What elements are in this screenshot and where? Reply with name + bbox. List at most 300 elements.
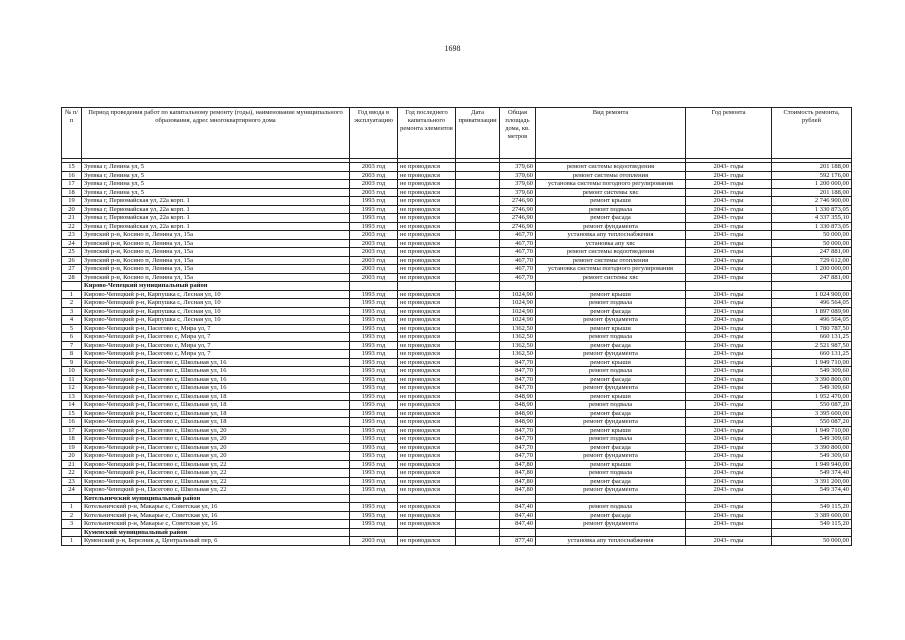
cell-last-repair: не проводился <box>398 384 456 393</box>
cell-work-type: ремонт фасада <box>536 307 686 316</box>
table-body <box>62 159 852 546</box>
cell-repair-year: 2043- годы <box>686 205 772 214</box>
section-empty-cell <box>350 494 398 503</box>
cell-year-built: 1993 год <box>350 520 398 529</box>
cell-repair-year: 2043- годы <box>686 452 772 461</box>
cell-num: 1 <box>62 290 82 299</box>
cell-repair-year: 2043- годы <box>686 273 772 282</box>
cell-address: Зуевка г, Первомайская ул, 22а корп. 1 <box>82 205 350 214</box>
cell-cost: 549 374,40 <box>772 486 852 495</box>
table-row <box>62 341 852 350</box>
cell-last-repair: не проводился <box>398 171 456 180</box>
cell-address: Зуевка г, Первомайская ул, 22а корп. 1 <box>82 214 350 223</box>
cell-year-built: 1993 год <box>350 316 398 325</box>
cell-last-repair: не проводился <box>398 375 456 384</box>
cell-area: 2746,90 <box>500 222 536 231</box>
cell-area: 1024,90 <box>500 316 536 325</box>
cell-cost: 1 330 873,05 <box>772 205 852 214</box>
cell-area: 467,70 <box>500 239 536 248</box>
table-row <box>62 520 852 529</box>
cell-area: 1362,50 <box>500 324 536 333</box>
cell-address: Зуевский р-н, Косино п, Ленина ул, 15а <box>82 256 350 265</box>
cell-address: Кирово-Чепецкий р-н, Пасегово с, Школьная ул, 18 <box>82 401 350 410</box>
cell-repair-year: 2043- годы <box>686 265 772 274</box>
cell-area: 847,70 <box>500 367 536 376</box>
table-row <box>62 418 852 427</box>
cell-address: Зуевский р-н, Косино п, Ленина ул, 15а <box>82 265 350 274</box>
cell-work-type: ремонт системы хвс <box>536 188 686 197</box>
cell-cost: 496 564,05 <box>772 316 852 325</box>
cell-num: 24 <box>62 239 82 248</box>
cell-cost: 201 188,00 <box>772 163 852 172</box>
section-empty-cell <box>686 282 772 291</box>
cell-num: 15 <box>62 409 82 418</box>
cell-privatization <box>456 443 500 452</box>
cell-year-built: 1993 год <box>350 214 398 223</box>
table-row <box>62 486 852 495</box>
cell-repair-year: 2043- годы <box>686 239 772 248</box>
cell-work-type: ремонт системы водоотведения <box>536 163 686 172</box>
cell-num: 18 <box>62 435 82 444</box>
cell-area: 2746,90 <box>500 205 536 214</box>
cell-last-repair: не проводился <box>398 248 456 257</box>
table-row <box>62 469 852 478</box>
table-row <box>62 333 852 342</box>
header-work-type: Вид ремонта <box>536 108 686 159</box>
cell-address: Котельничский р-н, Макарье с, Советская ул, 16 <box>82 503 350 512</box>
cell-privatization <box>456 460 500 469</box>
table-row <box>62 367 852 376</box>
cell-num: 7 <box>62 341 82 350</box>
section-empty-cell <box>536 528 686 537</box>
cell-privatization <box>456 367 500 376</box>
table-row <box>62 299 852 308</box>
cell-year-built: 1993 год <box>350 503 398 512</box>
cell-year-built: 1993 год <box>350 299 398 308</box>
section-empty-cell <box>398 494 456 503</box>
section-empty-cell <box>772 528 852 537</box>
cell-privatization <box>456 188 500 197</box>
cell-area: 379,60 <box>500 188 536 197</box>
cell-address: Кирово-Чепецкий р-н, Пасегово с, Школьная ул, 20 <box>82 426 350 435</box>
cell-address: Кирово-Чепецкий р-н, Пасегово с, Школьная ул, 22 <box>82 477 350 486</box>
cell-last-repair: не проводился <box>398 188 456 197</box>
cell-work-type: ремонт фасада <box>536 214 686 223</box>
cell-address: Кирово-Чепецкий р-н, Пасегово с, Мира ул, 7 <box>82 341 350 350</box>
cell-year-built: 1993 год <box>350 443 398 452</box>
cell-num: 12 <box>62 384 82 393</box>
cell-privatization <box>456 231 500 240</box>
cell-address: Кирово-Чепецкий р-н, Пасегово с, Школьная ул, 20 <box>82 452 350 461</box>
cell-last-repair: не проводился <box>398 341 456 350</box>
cell-year-built: 1993 год <box>350 324 398 333</box>
cell-repair-year: 2043- годы <box>686 214 772 223</box>
cell-year-built: 2003 год <box>350 248 398 257</box>
section-num-cell <box>62 528 82 537</box>
table-row <box>62 503 852 512</box>
cell-privatization <box>456 171 500 180</box>
cell-privatization <box>456 392 500 401</box>
cell-area: 379,60 <box>500 171 536 180</box>
section-empty-cell <box>772 282 852 291</box>
cell-privatization <box>456 222 500 231</box>
cell-address: Кирово-Чепецкий р-н, Пасегово с, Школьная ул, 20 <box>82 435 350 444</box>
cell-privatization <box>456 333 500 342</box>
cell-last-repair: не проводился <box>398 477 456 486</box>
cell-repair-year: 2043- годы <box>686 299 772 308</box>
section-empty-cell <box>350 528 398 537</box>
section-empty-cell <box>500 494 536 503</box>
cell-cost: 3 389 600,00 <box>772 511 852 520</box>
cell-privatization <box>456 358 500 367</box>
table-row <box>62 375 852 384</box>
cell-year-built: 1993 год <box>350 418 398 427</box>
cell-year-built: 1993 год <box>350 469 398 478</box>
table-row <box>62 350 852 359</box>
header-year-built: Год ввода в эксплуатацию <box>350 108 398 159</box>
cell-last-repair: не проводился <box>398 231 456 240</box>
cell-last-repair: не проводился <box>398 537 456 546</box>
cell-repair-year: 2043- годы <box>686 163 772 172</box>
cell-repair-year: 2043- годы <box>686 435 772 444</box>
cell-address: Кирово-Чепецкий р-н, Пасегово с, Мира ул, 7 <box>82 350 350 359</box>
table-row <box>62 290 852 299</box>
cell-area: 847,40 <box>500 503 536 512</box>
cell-num: 19 <box>62 197 82 206</box>
cell-num: 2 <box>62 299 82 308</box>
cell-year-built: 2003 год <box>350 180 398 189</box>
cell-last-repair: не проводился <box>398 392 456 401</box>
cell-cost: 496 564,05 <box>772 299 852 308</box>
cell-num: 4 <box>62 316 82 325</box>
cell-last-repair: не проводился <box>398 401 456 410</box>
cell-repair-year: 2043- годы <box>686 188 772 197</box>
cell-address: Кирово-Чепецкий р-н, Пасегово с, Школьная ул, 18 <box>82 392 350 401</box>
cell-num: 1 <box>62 503 82 512</box>
cell-cost: 550 087,20 <box>772 401 852 410</box>
cell-area: 877,40 <box>500 537 536 546</box>
cell-address: Кирово-Чепецкий р-н, Карпушка с, Лесная ул, 10 <box>82 316 350 325</box>
cell-work-type: ремонт системы отопления <box>536 256 686 265</box>
cell-year-built: 2003 год <box>350 537 398 546</box>
section-empty-cell <box>398 282 456 291</box>
cell-year-built: 1993 год <box>350 392 398 401</box>
cell-num: 17 <box>62 180 82 189</box>
cell-repair-year: 2043- годы <box>686 333 772 342</box>
table-row <box>62 307 852 316</box>
cell-year-built: 1993 год <box>350 367 398 376</box>
cell-num: 5 <box>62 324 82 333</box>
cell-last-repair: не проводился <box>398 333 456 342</box>
cell-num: 6 <box>62 333 82 342</box>
cell-cost: 201 188,00 <box>772 188 852 197</box>
cell-last-repair: не проводился <box>398 256 456 265</box>
cell-last-repair: не проводился <box>398 350 456 359</box>
header-area: Общая площадь дома, кв. метров <box>500 108 536 159</box>
cell-privatization <box>456 180 500 189</box>
cell-work-type: установка апу теплоснабжения <box>536 231 686 240</box>
cell-cost: 1 330 873,05 <box>772 222 852 231</box>
cell-area: 2746,90 <box>500 214 536 223</box>
cell-last-repair: не проводился <box>398 511 456 520</box>
cell-address: Кирово-Чепецкий р-н, Пасегово с, Школьная ул, 20 <box>82 443 350 452</box>
cell-address: Кирово-Чепецкий р-н, Пасегово с, Школьная ул, 16 <box>82 367 350 376</box>
cell-num: 21 <box>62 460 82 469</box>
cell-work-type: установка системы погодного регулирования <box>536 265 686 274</box>
cell-privatization <box>456 205 500 214</box>
table-row <box>62 384 852 393</box>
cell-repair-year: 2043- годы <box>686 384 772 393</box>
table-header <box>62 108 852 159</box>
cell-num: 9 <box>62 358 82 367</box>
table-row <box>62 460 852 469</box>
section-empty-cell <box>500 282 536 291</box>
cell-year-built: 1993 год <box>350 358 398 367</box>
cell-cost: 1 952 470,00 <box>772 392 852 401</box>
cell-repair-year: 2043- годы <box>686 375 772 384</box>
table-row <box>62 409 852 418</box>
cell-privatization <box>456 248 500 257</box>
cell-year-built: 2003 год <box>350 163 398 172</box>
cell-repair-year: 2043- годы <box>686 367 772 376</box>
cell-cost: 549 309,60 <box>772 384 852 393</box>
cell-cost: 2 521 987,50 <box>772 341 852 350</box>
cell-cost: 3 395 600,00 <box>772 409 852 418</box>
cell-work-type: ремонт крыши <box>536 290 686 299</box>
table-row <box>62 316 852 325</box>
cell-area: 848,90 <box>500 392 536 401</box>
cell-work-type: ремонт подвала <box>536 205 686 214</box>
cell-num: 18 <box>62 188 82 197</box>
cell-work-type: ремонт фундамента <box>536 452 686 461</box>
cell-last-repair: не проводился <box>398 443 456 452</box>
section-title: Котельничский муниципальный район <box>82 494 350 503</box>
cell-repair-year: 2043- годы <box>686 341 772 350</box>
cell-repair-year: 2043- годы <box>686 477 772 486</box>
page-number: 1698 <box>444 44 461 53</box>
cell-address: Зуевка г, Ленина ул, 5 <box>82 188 350 197</box>
cell-cost: 50 000,00 <box>772 239 852 248</box>
table-row <box>62 180 852 189</box>
cell-work-type: ремонт подвала <box>536 503 686 512</box>
cell-last-repair: не проводился <box>398 205 456 214</box>
cell-area: 379,60 <box>500 163 536 172</box>
cell-repair-year: 2043- годы <box>686 248 772 257</box>
cell-privatization <box>456 452 500 461</box>
header-privatization: Дата приватизации <box>456 108 500 159</box>
table-row <box>62 452 852 461</box>
header-cost: Стоимость ремонта, рублей <box>772 108 852 159</box>
cell-area: 847,70 <box>500 358 536 367</box>
cell-privatization <box>456 426 500 435</box>
cell-cost: 549 374,40 <box>772 469 852 478</box>
cell-address: Зуевский р-н, Косино п, Ленина ул, 15а <box>82 273 350 282</box>
cell-last-repair: не проводился <box>398 358 456 367</box>
table-row <box>62 205 852 214</box>
cell-work-type: ремонт фундамента <box>536 520 686 529</box>
cell-repair-year: 2043- годы <box>686 418 772 427</box>
cell-last-repair: не проводился <box>398 290 456 299</box>
cell-repair-year: 2043- годы <box>686 460 772 469</box>
cell-cost: 660 131,25 <box>772 333 852 342</box>
cell-repair-year: 2043- годы <box>686 222 772 231</box>
cell-repair-year: 2043- годы <box>686 324 772 333</box>
section-empty-cell <box>686 494 772 503</box>
cell-privatization <box>456 239 500 248</box>
cell-privatization <box>456 384 500 393</box>
table-row <box>62 248 852 257</box>
cell-privatization <box>456 256 500 265</box>
cell-privatization <box>456 469 500 478</box>
cell-year-built: 1993 год <box>350 333 398 342</box>
cell-privatization <box>456 273 500 282</box>
cell-work-type: ремонт подвала <box>536 401 686 410</box>
cell-num: 15 <box>62 163 82 172</box>
cell-last-repair: не проводился <box>398 367 456 376</box>
cell-privatization <box>456 316 500 325</box>
cell-work-type: установка апу теплоснабжения <box>536 537 686 546</box>
cell-repair-year: 2043- годы <box>686 537 772 546</box>
section-empty-cell <box>536 494 686 503</box>
cell-area: 848,90 <box>500 401 536 410</box>
cell-privatization <box>456 435 500 444</box>
cell-repair-year: 2043- годы <box>686 231 772 240</box>
cell-work-type: ремонт подвала <box>536 469 686 478</box>
cell-year-built: 1993 год <box>350 477 398 486</box>
cell-num: 3 <box>62 307 82 316</box>
cell-last-repair: не проводился <box>398 273 456 282</box>
cell-num: 13 <box>62 392 82 401</box>
cell-work-type: ремонт фасада <box>536 409 686 418</box>
cell-work-type: ремонт подвала <box>536 367 686 376</box>
cell-area: 2746,90 <box>500 197 536 206</box>
cell-last-repair: не проводился <box>398 214 456 223</box>
cell-area: 467,70 <box>500 273 536 282</box>
cell-cost: 1 949 710,00 <box>772 426 852 435</box>
table-row <box>62 273 852 282</box>
cell-repair-year: 2043- годы <box>686 511 772 520</box>
cell-address: Зуевка г, Ленина ул, 5 <box>82 180 350 189</box>
cell-cost: 549 309,60 <box>772 435 852 444</box>
cell-area: 847,80 <box>500 486 536 495</box>
cell-repair-year: 2043- годы <box>686 503 772 512</box>
cell-year-built: 1993 год <box>350 290 398 299</box>
cell-work-type: ремонт фундамента <box>536 486 686 495</box>
cell-area: 847,80 <box>500 460 536 469</box>
cell-work-type: ремонт фундамента <box>536 222 686 231</box>
cell-privatization <box>456 299 500 308</box>
cell-address: Кирово-Чепецкий р-н, Карпушка с, Лесная ул, 10 <box>82 290 350 299</box>
table-row <box>62 511 852 520</box>
cell-num: 1 <box>62 537 82 546</box>
section-row <box>62 528 852 537</box>
cell-year-built: 1993 год <box>350 435 398 444</box>
cell-area: 847,70 <box>500 375 536 384</box>
cell-year-built: 1993 год <box>350 350 398 359</box>
table-row <box>62 239 852 248</box>
table-row <box>62 163 852 172</box>
cell-area: 1024,90 <box>500 290 536 299</box>
cell-num: 23 <box>62 477 82 486</box>
cell-area: 1362,50 <box>500 350 536 359</box>
cell-address: Кирово-Чепецкий р-н, Пасегово с, Школьная ул, 16 <box>82 375 350 384</box>
cell-cost: 3 390 800,00 <box>772 375 852 384</box>
cell-work-type: ремонт крыши <box>536 426 686 435</box>
cell-privatization <box>456 214 500 223</box>
cell-area: 847,70 <box>500 384 536 393</box>
cell-privatization <box>456 265 500 274</box>
cell-repair-year: 2043- годы <box>686 290 772 299</box>
cell-work-type: ремонт фасада <box>536 443 686 452</box>
cell-num: 22 <box>62 469 82 478</box>
cell-last-repair: не проводился <box>398 409 456 418</box>
cell-address: Котельничский р-н, Макарье с, Советская ул, 16 <box>82 520 350 529</box>
cell-privatization <box>456 350 500 359</box>
cell-work-type: ремонт подвала <box>536 435 686 444</box>
table-row <box>62 256 852 265</box>
cell-cost: 1 780 787,50 <box>772 324 852 333</box>
section-empty-cell <box>456 494 500 503</box>
cell-area: 847,80 <box>500 469 536 478</box>
cell-last-repair: не проводился <box>398 460 456 469</box>
cell-num: 27 <box>62 265 82 274</box>
cell-num: 25 <box>62 248 82 257</box>
table-row <box>62 435 852 444</box>
cell-last-repair: не проводился <box>398 197 456 206</box>
cell-num: 19 <box>62 443 82 452</box>
repair-schedule-table <box>61 107 852 546</box>
cell-address: Зуевский р-н, Косино п, Ленина ул, 15а <box>82 239 350 248</box>
cell-cost: 2 746 900,00 <box>772 197 852 206</box>
cell-cost: 50 000,00 <box>772 231 852 240</box>
table-row <box>62 392 852 401</box>
cell-num: 20 <box>62 452 82 461</box>
cell-address: Кирово-Чепецкий р-н, Пасегово с, Школьная ул, 18 <box>82 409 350 418</box>
section-empty-cell <box>772 494 852 503</box>
cell-area: 847,70 <box>500 435 536 444</box>
cell-area: 847,40 <box>500 520 536 529</box>
cell-repair-year: 2043- годы <box>686 316 772 325</box>
cell-num: 16 <box>62 418 82 427</box>
section-empty-cell <box>500 528 536 537</box>
cell-num: 22 <box>62 222 82 231</box>
table-row <box>62 537 852 546</box>
cell-privatization <box>456 537 500 546</box>
table-row <box>62 358 852 367</box>
cell-address: Зуевский р-н, Косино п, Ленина ул, 15а <box>82 231 350 240</box>
cell-privatization <box>456 409 500 418</box>
cell-num: 2 <box>62 511 82 520</box>
cell-cost: 549 115,20 <box>772 503 852 512</box>
header-address: Период проведения работ по капитальному ремонту (годы), наименование муниципального образования, адрес многоквартирного дома <box>82 108 350 159</box>
cell-cost: 1 949 940,00 <box>772 460 852 469</box>
cell-privatization <box>456 324 500 333</box>
cell-privatization <box>456 401 500 410</box>
cell-cost: 549 309,60 <box>772 452 852 461</box>
table-row <box>62 171 852 180</box>
table-row <box>62 265 852 274</box>
cell-work-type: ремонт фасада <box>536 477 686 486</box>
cell-work-type: ремонт фасада <box>536 341 686 350</box>
cell-privatization <box>456 290 500 299</box>
cell-work-type: ремонт системы отопления <box>536 171 686 180</box>
cell-year-built: 2003 год <box>350 239 398 248</box>
cell-work-type: ремонт фундамента <box>536 350 686 359</box>
cell-privatization <box>456 477 500 486</box>
table-row <box>62 188 852 197</box>
cell-privatization <box>456 375 500 384</box>
table-row <box>62 214 852 223</box>
